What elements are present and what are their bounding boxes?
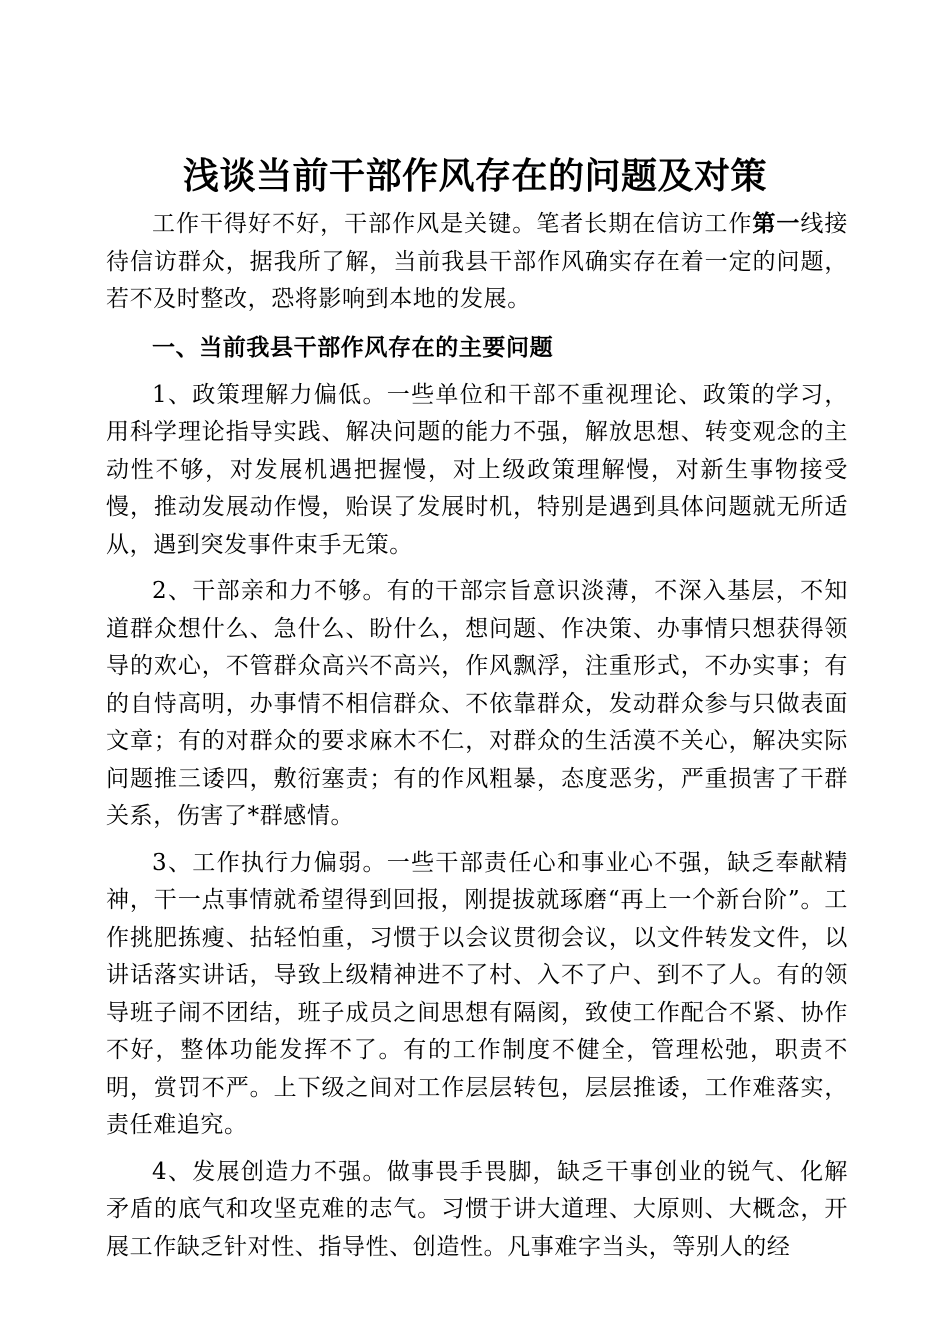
paragraph-policy-understanding: 1、政策理解力偏低。一些单位和干部不重视理论、政策的学习，用科学理论指导实践、解决问题的能力不强，解放思想、转变观念的主动性不够，对发展机遇把握慢，对上级政策理解慢，对新生事物接受慢，推动发展动作慢，贻误了发展时机，特别是遇到具体问题就无所适从，遇到突发事件束手无策。 bbox=[106, 381, 848, 558]
section-heading: 一、当前我县干部作风存在的主要问题 bbox=[152, 333, 554, 361]
intro-paragraph bbox=[106, 205, 848, 319]
paragraph-development-creativity: 4、发展创造力不强。做事畏手畏脚，缺乏干事创业的锐气、化解矛盾的底气和攻坚克难的志气。习惯于讲大道理、大原则、大概念，开展工作缺乏针对性、指导性、创造性。凡事难字当头，等别人的经 bbox=[106, 1158, 848, 1260]
document-title: 浅谈当前干部作风存在的问题及对策 bbox=[182, 156, 767, 198]
document-body bbox=[106, 205, 848, 1266]
paragraph-work-execution: 3、工作执行力偏弱。一些干部责任心和事业心不强，缺乏奉献精神，干一点事情就希望得到回报，刚提拔就琢磨“再上一个新台阶”。工作挑肥拣瘦、拈轻怕重，习惯于以会议贯彻会议，以文件转发文件，以讲话落实讲话，导致上级精神进不了村、入不了户、到不了人。有的领导班子闹不团结，班子成员之间思想有隔阂，致使工作配合不紧、协作不好，整体功能发挥不了。有的工作制度不健全，管理松弛，职责不明，赏罚不严。上下级之间对工作层层转包，层层推诿，工作难落实，责任难追究。 bbox=[106, 849, 848, 1138]
intro-text-end: 线接待信访群众，据我所了解，当前我县干部作风确实存在着一定的问题，若不及时整改，恐将影响到本地的发展。 bbox=[106, 211, 849, 312]
intro-text-start: 工作干得好不好，干部作风是关键。笔者长期在信访工作 bbox=[152, 211, 753, 237]
intro-emphasis: 第一 bbox=[752, 210, 801, 237]
paragraph-cadre-affinity: 2、干部亲和力不够。有的干部宗旨意识淡薄，不深入基层，不知道群众想什么、急什么、盼什么，想问题、作决策、办事情只想获得领导的欢心，不管群众高兴不高兴，作风飘浮，注重形式，不办实事；有的自恃高明，办事情不相信群众、不依靠群众，发动群众参与只做表面文章；有的对群众的要求麻木不仁，对群众的生活漠不关心，解决实际问题推三诿四，敷衍塞责；有的作风粗暴，态度恶劣，严重损害了干群关系，伤害了*群感情。 bbox=[106, 578, 848, 829]
